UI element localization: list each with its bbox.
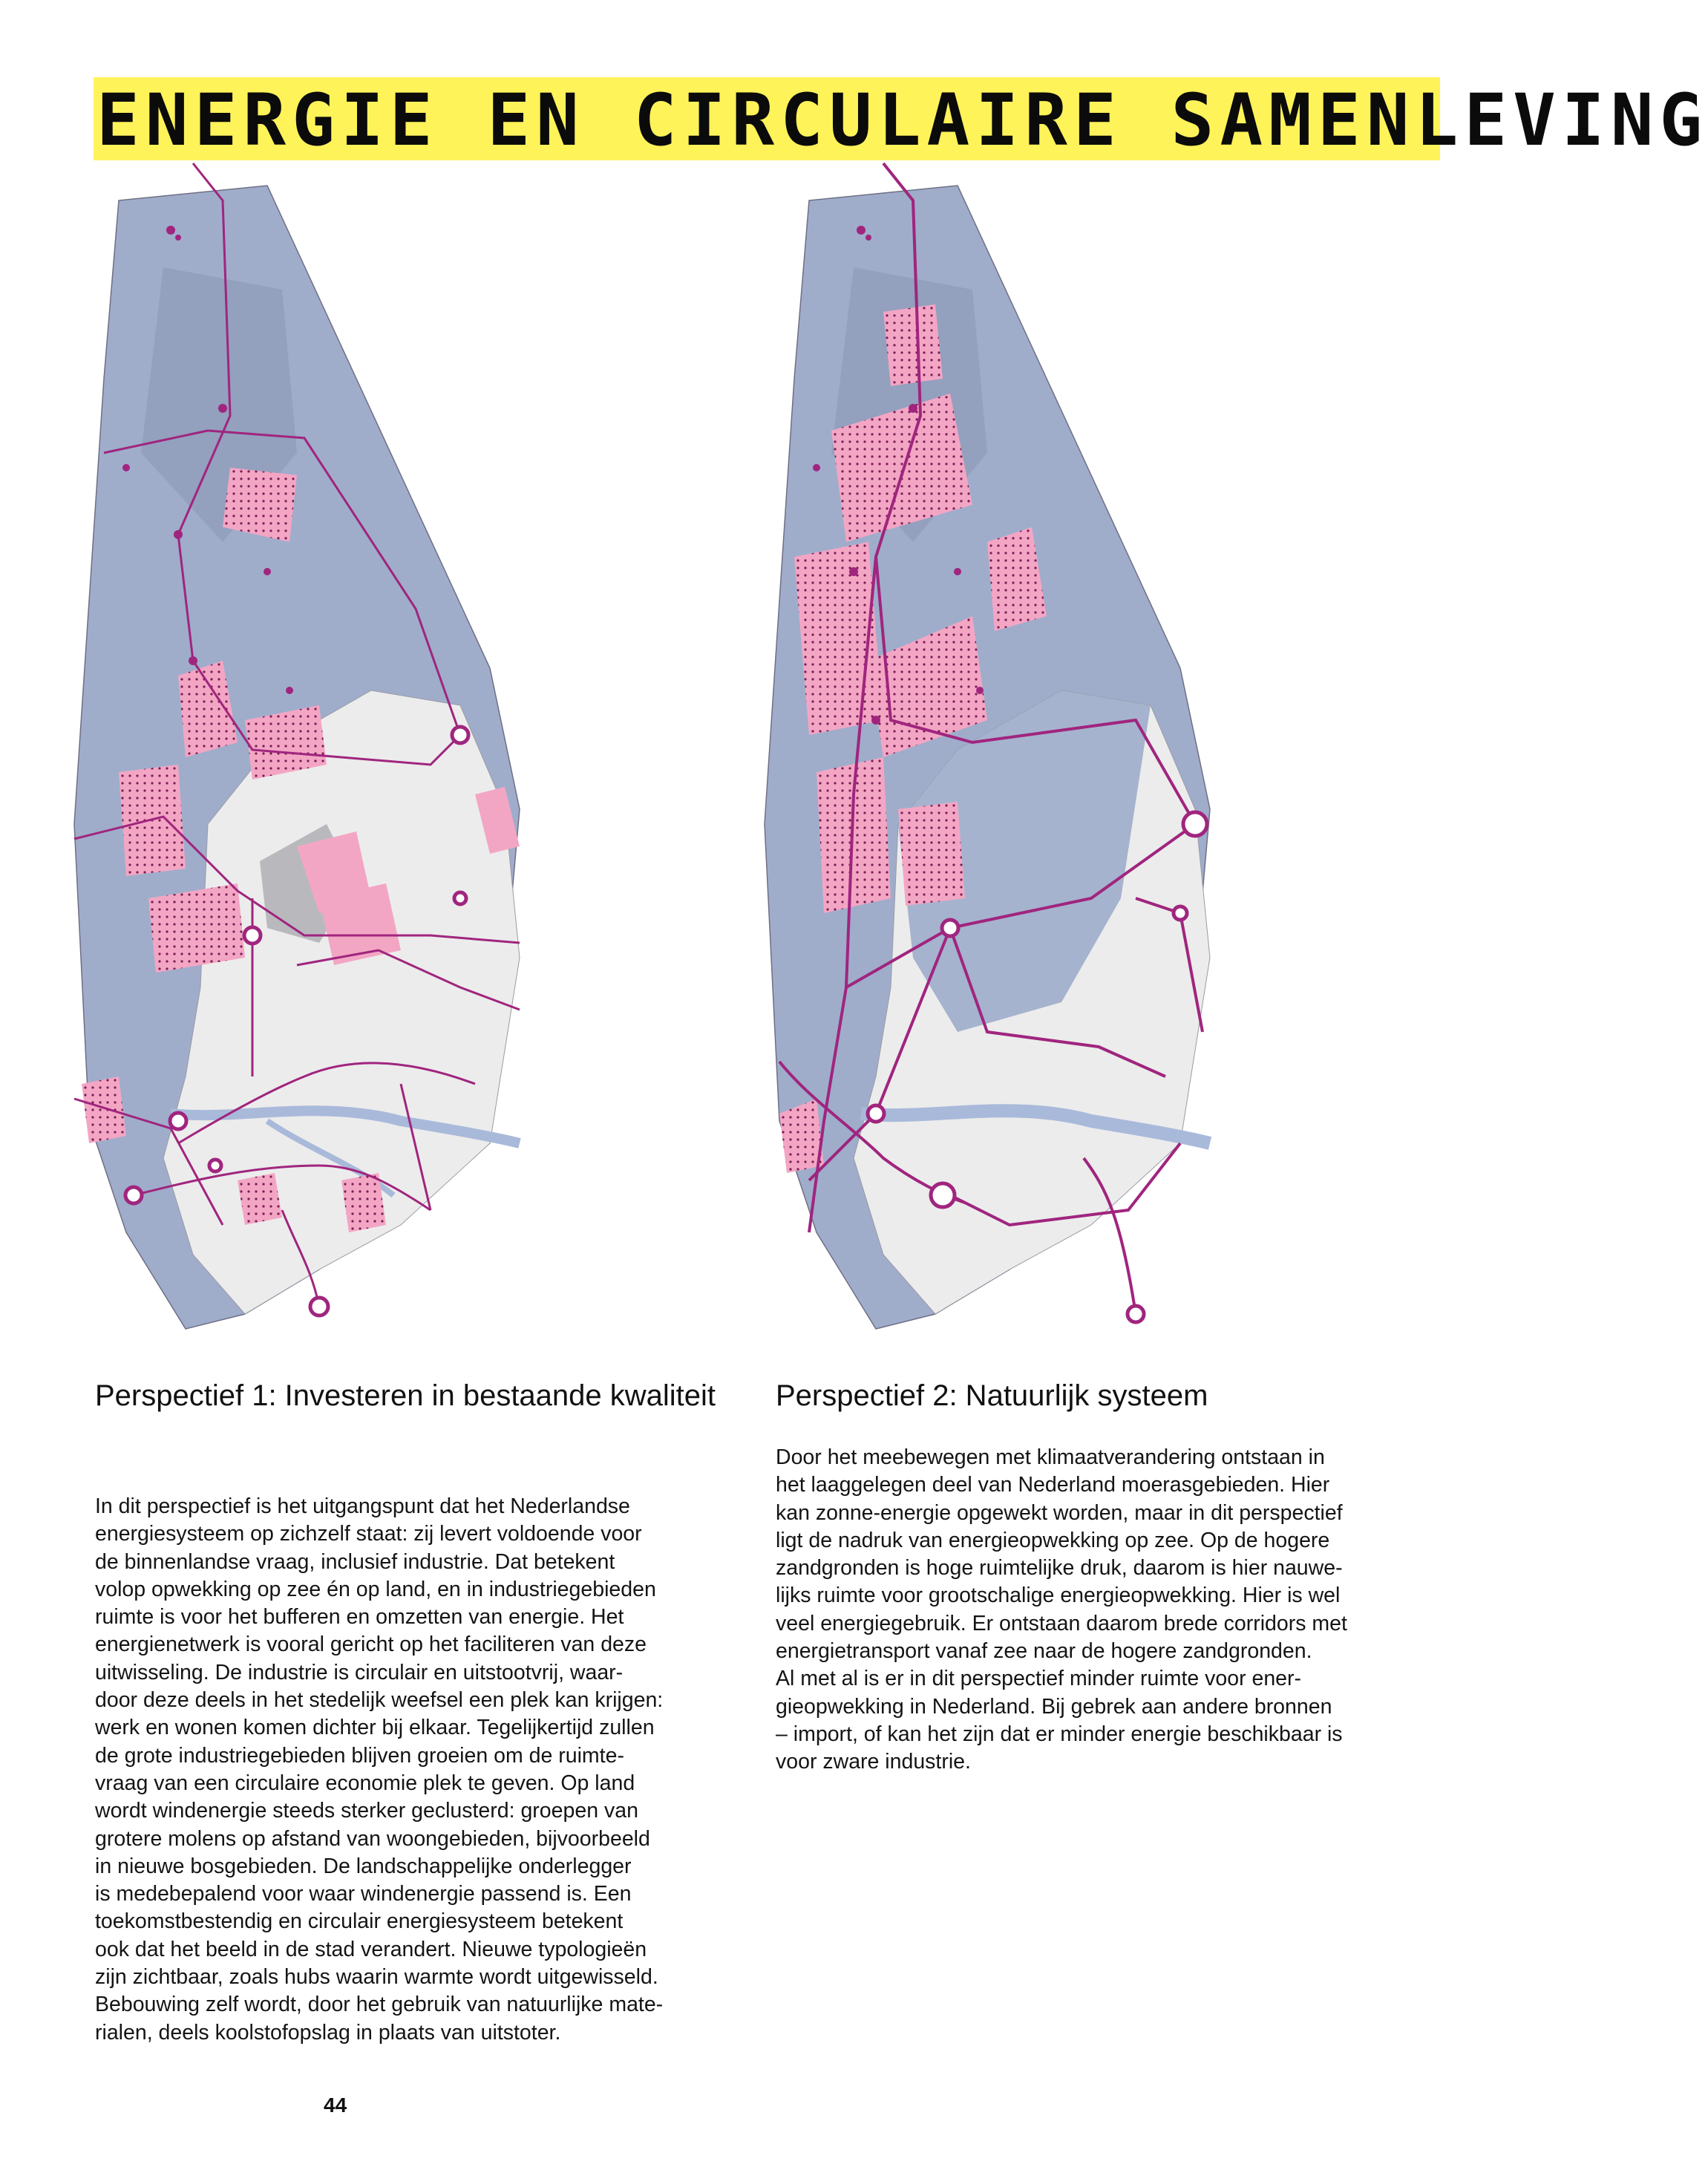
perspectief-1-body: In dit perspectief is het uitgangspunt dat het Nederlandse energiesysteem op zichzelf staat: zij levert voldoende voor de binnenlandse vraag, inclusief industrie. Dat betekent volop opwekking op zee én op land, en in industriegebieden ruimte is voor het bufferen en omzetten van energie. Het energienetwerk is vooral gericht op het faciliteren van deze uitwisseling. De industrie is circulair en uitstootvrij, waar- door deze deels in het stedelijk weefsel een plek kan krijgen: werk en wonen komen dichter bij elkaar. Tegelijkertijd zullen de grote industriegebieden blijven groeien om de ruimte- vraag van een circulaire economie plek te geven. Op land wordt windenergie steeds sterker geclusterd: groepen van grotere molens op afstand van woongebieden, bijvoorbeeld in nieuwe bosgebieden. De landschappelijke onderlegger is medebepalend voor waar windenergie passend is. Een toekomstbestendig en circulair energiesysteem betekent ook dat het beeld in de stad verandert. Nieuwe typologieën zijn zichtbaar, zoals hubs waarin warmte wordt uitgewisseld. Bebouwing zelf wordt, door het gebruik van natuurlijke mate- rialen, deels koolstofopslag in plaats van uitstoter. (95, 1494, 664, 2045)
energy-zone (238, 1173, 282, 1225)
perspectief-1-heading: Perspectief 1: Investeren in bestaande kwaliteit (95, 1379, 716, 1412)
energy-zone (341, 1173, 386, 1232)
perspectief-2-body: Door het meebewegen met klimaatverandering ontstaan in het laaggelegen deel van Nederland moerasgebieden. Hier kan zonne-energie opgewekt worden, maar in dit perspectief ligt de nadruk van energieopwekking op zee. Op de hogere zandgronden is hoge ruimtelijke druk, daarom is hier nauwe- lijks ruimte voor grootschalige energieopwekking. Hier is wel veel energiegebruik. Er ontstaan daarom brede corridors met energietransport vanaf zee naar de hogere zandgronden. Al met al is er in dit perspectief minder ruimte voor ener- gieopwekking in Nederland. Bij gebrek aan andere bronnen – import, of kan het zijn dat er minder energie beschikbaar is voor zware industrie. (776, 1445, 1347, 1774)
page-title: ENERGIE EN CIRCULAIRE SAMENLEVING (96, 79, 1708, 162)
perspectief-2-heading: Perspectief 2: Natuurlijk systeem (776, 1379, 1208, 1412)
perspectief-1-map (74, 156, 787, 1366)
energy-zone (898, 802, 965, 906)
page-number: 44 (324, 2094, 347, 2117)
energy-zone (148, 883, 245, 973)
energy-zone (883, 304, 943, 386)
energy-zone (82, 1076, 126, 1143)
perspectief-2-map (765, 156, 1477, 1366)
energy-zone (794, 542, 883, 735)
